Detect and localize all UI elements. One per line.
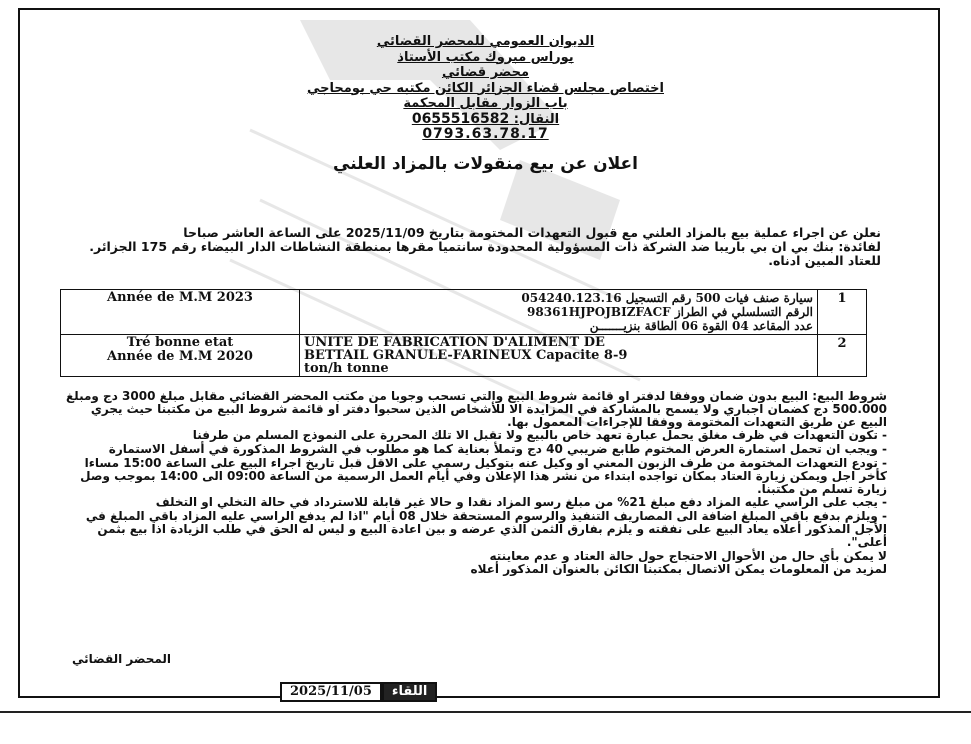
header-jurisdiction: اختصاص مجلس قضاء الجزائر الكائن مكتبه حي بومحاجي [307,80,664,96]
stamp-date: 2025/11/05 [280,682,382,702]
stamp-label: اللقاء [382,682,438,702]
lot-1-note [61,290,300,335]
intro-parties: لفائدة: بنك بي ان بي باريبا ضد الشركة ذات المسؤولية المحدودة سانتميا مقرها بمنطقة النشاطات الدار البيضاء رقم 175 الجزائر. [89,239,881,254]
condition-paragraph: - ويلزم بدفع باقي المبلغ اضافة الى المصاريف التنفيذ والرسوم المستحقة خلال 08 أيام "اذا لم يدفع الراسي عليه المزاد باقي المبلغ في الأجل المذكور أعلاه يعاد البيع على نفقته و يلزم بفارق الثمن الذي عرضه و بين اعادة البيع و ليس له الحق في طلب الزيادة اذا بيع بثمن أعلى". [85,509,887,549]
condition-paragraph: - تكون التعهدات في ظرف مغلق يحمل عبارة تعهد خاص بالبيع ولا تقبل الا تلك المحررة على النموذج المسلم من طرفنا [192,428,887,443]
condition-paragraph: - يجب على الراسي عليه المزاد دفع مبلغ 21% من مبلغ رسو المزاد نقدا و حالا غير قابلة للاسترداد في حالة التخلي او التخلف [155,495,887,510]
lot-note-line: Année de M.M 2023 [107,290,253,305]
table-row [61,335,867,377]
sale-conditions [64,390,887,577]
lot-desc-line: ton/h tonne [304,361,389,376]
notice-intro [76,226,881,268]
bottom-divider [0,711,971,713]
office-header [60,34,911,143]
lot-desc-line: سيارة صنف فيات 500 رقم التسجيل 054240.123.16 [521,291,813,305]
lot-desc-line: الرقم التسلسلي في الطراز 98361HJPOJBIZFACF [527,305,813,319]
header-address: باب الزوار مقابل المحكمة [403,96,568,111]
header-role: محضر قضائي [441,65,530,80]
publication-stamp [280,682,437,702]
lot-desc-line: BETTAIL GRANULE-FARINEUX Capacite 8-9 [304,348,628,363]
lots-table [60,289,867,377]
phone-number-2: 0793.63.78.17 [422,126,549,142]
intro-auction-date: نعلن عن اجراء عملية بيع بالمزاد العلني مع قبول التعهدات المختومة بتاريخ 2025/11/09 على الساعة العاشر صباحا [183,225,881,240]
signature: المحضر القضائي [72,652,172,666]
table-row [61,290,867,335]
phone-label: النقال: [513,111,560,127]
condition-paragraph: لا يمكن بأي حال من الأحوال الاحتجاج حول حالة العتاد و عدم معاينته [489,548,887,563]
intro-equipment-ref: للعتاد المبين ادناه. [768,253,881,268]
lot-note-line: Tré bonne etat [126,335,234,350]
phone-number-1: 0655516582 [411,110,510,127]
header-phone-row [60,112,911,128]
condition-paragraph: شروط البيع: البيع بدون ضمان ووفقا لدفتر او قائمة شروط البيع والتي تسحب وجوبا من مكتب المحضر القضائي مقابل مبلغ 3000 دج ومبلغ 500.000 دج كضمان اجباري ولا يسمح بالمشاركة في المزايدة الا للأشخاص الذين سحبوا دفتر او قائمة شروط البيع من مكتبنا حيث يجري البيع عن طريق التعهدات المختومة ووفقا للإجراءات المعمول بها. [65,389,887,429]
lot-2-note [61,335,300,377]
notice-title: اعلان عن بيع منقولات بالمزاد العلني [333,154,638,174]
lot-1-number: 1 [818,290,867,335]
lot-note-line: Année de M.M 2020 [107,349,253,364]
condition-paragraph: - ويجب ان تحمل استمارة العرض المختوم طابع ضريبي 40 دج وتملأ بعناية كما هو مطلوب في الشروط المذكورة في أسفل الاستمارة [108,442,887,457]
lot-2-description [300,335,818,377]
header-bailiff-name: بوراس مبروك مكتب الأستاذ [397,49,574,65]
condition-paragraph: لمزيد من المعلومات يمكن الاتصال بمكتبنا الكائن بالعنوان المذكور أعلاه [470,562,887,577]
lot-desc-line: عدد المقاعد 04 القوة 06 الطاقة بنزيـــــــن [589,319,813,333]
lot-desc-line: UNITE DE FABRICATION D'ALIMENT DE [304,335,605,350]
condition-paragraph: - تودع التعهدات المختومة من طرف الزبون المعني او وكيل عنه بتوكيل رسمي على الاقل قبل تاريخ اجراء البيع على الساعة 15:00 مساءا كأخر اجل ويمكن زيارة العتاد بمكان تواجده ابتداء من نشر هذا الإعلان وفي أيام العمل الرسمية من الساعة 09:00 الى 14:00 بموجب وصل زيارة تسلم من مكتبنا. [80,455,887,496]
header-office-name: الديوان العمومي للمحضر القضائي [376,34,595,49]
lot-2-number: 2 [818,335,867,377]
lot-1-description [300,290,818,335]
